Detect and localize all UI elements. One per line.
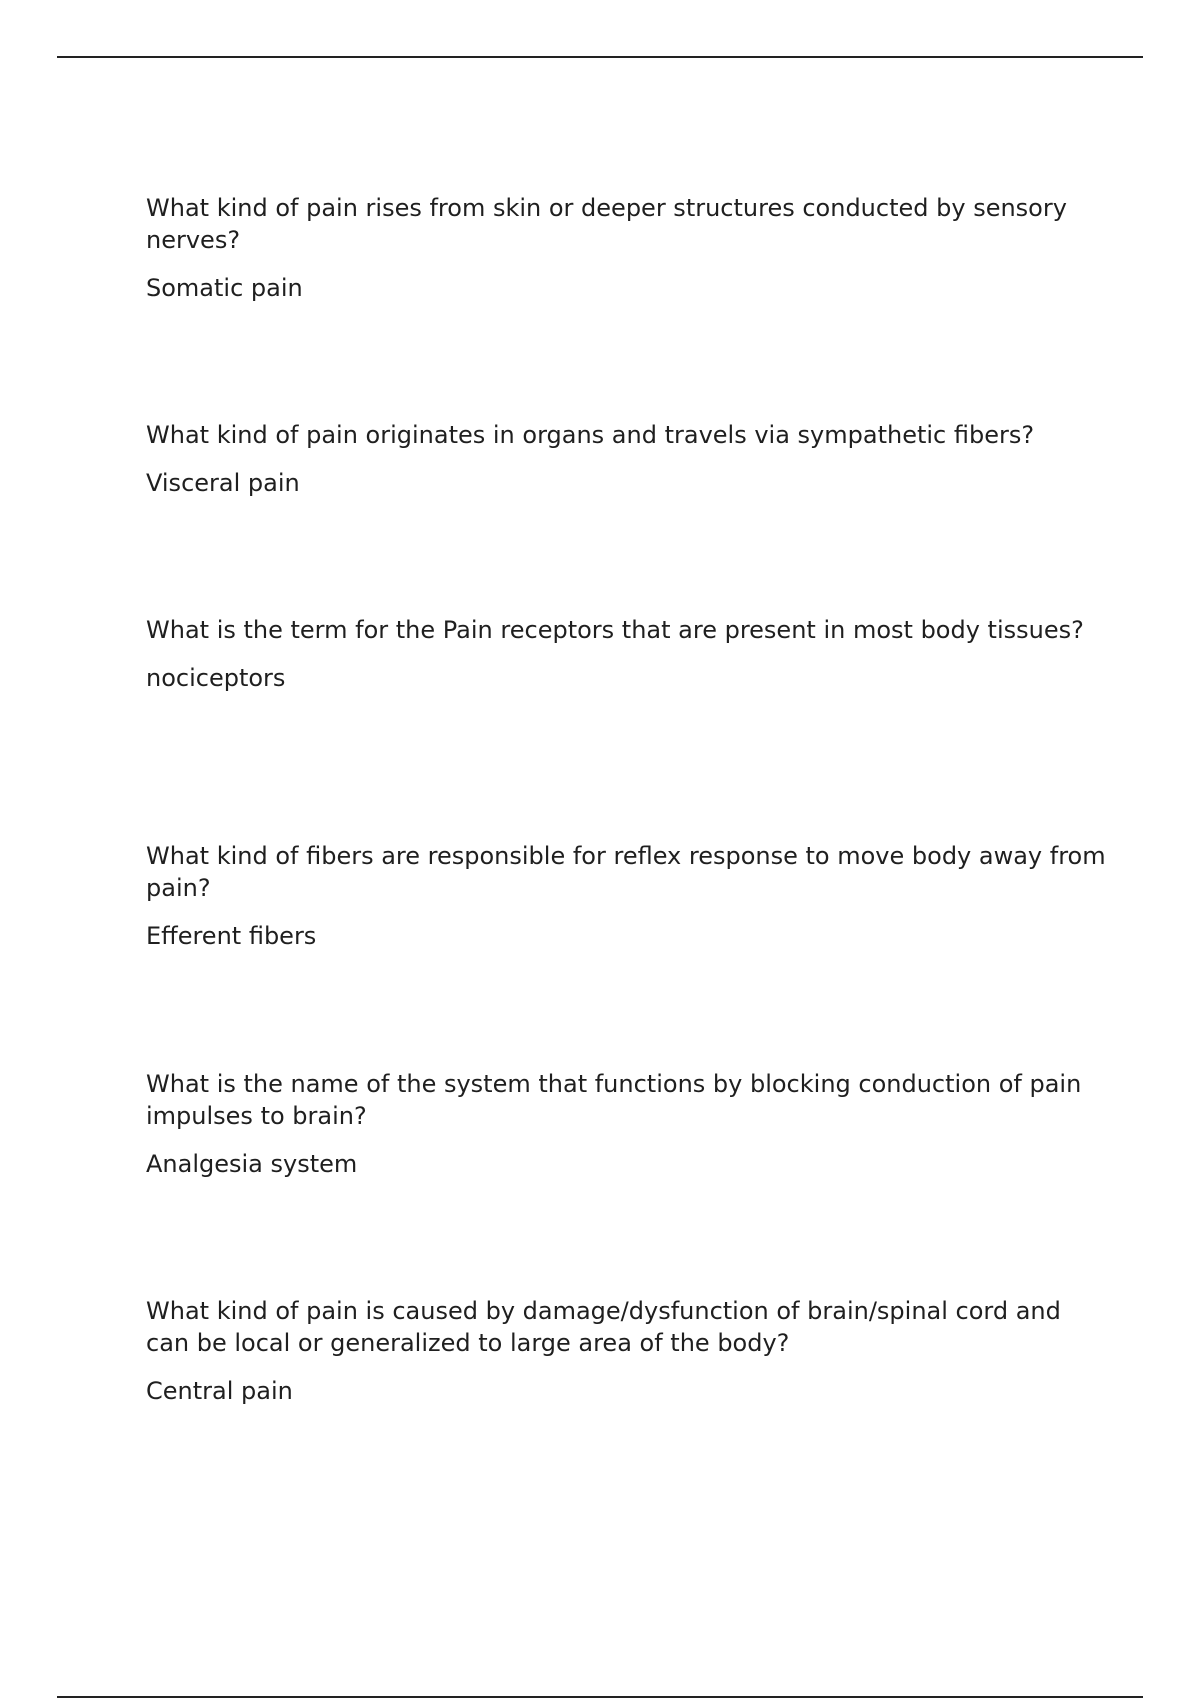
question-text: What kind of pain is caused by damage/dysfunction of brain/spinal cord and can be local or generalized to large area of the body? [146,1297,1061,1357]
qa-card-4 [146,840,1106,952]
answer-text: Central pain [146,1377,293,1405]
qa-card-1 [146,192,1106,304]
qa-card-2 [146,419,1106,499]
question-text: What is the term for the Pain receptors that are present in most body tissues? [146,616,1084,644]
answer-text: nociceptors [146,664,286,692]
qa-card-5 [146,1068,1106,1180]
qa-card-6 [146,1295,1106,1407]
footer-rule [57,1696,1143,1698]
header-rule [57,56,1143,58]
question-text: What kind of fibers are responsible for reflex response to move body away from pain? [146,842,1106,902]
answer-text: Efferent fibers [146,922,317,950]
question-text: What kind of pain rises from skin or deeper structures conducted by sensory nerves? [146,194,1067,254]
question-text: What kind of pain originates in organs and travels via sympathetic fibers? [146,421,1035,449]
answer-text: Analgesia system [146,1150,358,1178]
qa-card-3 [146,614,1106,694]
answer-text: Somatic pain [146,274,303,302]
question-text: What is the name of the system that functions by blocking conduction of pain impulses to brain? [146,1070,1082,1130]
answer-text: Visceral pain [146,469,300,497]
